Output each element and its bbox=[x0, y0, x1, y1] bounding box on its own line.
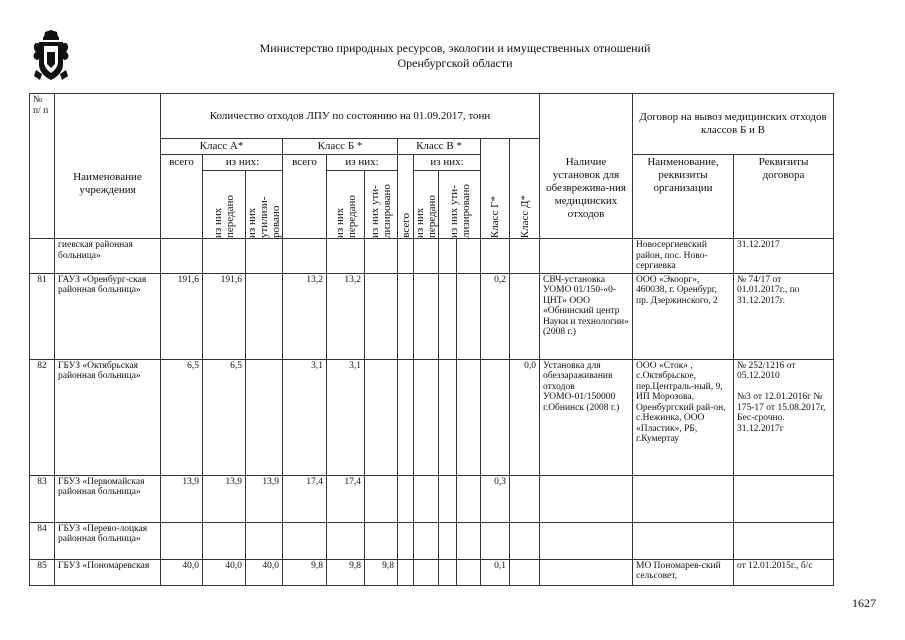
cell-inst: СВЧ-установка УОМО 01/150-«0-ЦНТ» ООО «Обнинский центр Науки и технологии» (2008 г.) bbox=[540, 273, 633, 359]
header-name: Наименование учреждения bbox=[55, 171, 161, 239]
cell-empty bbox=[457, 273, 481, 359]
table-row bbox=[30, 559, 834, 585]
cell-g: 0,2 bbox=[481, 273, 510, 359]
header-b-transferred: из них передано bbox=[333, 195, 358, 238]
cell-d bbox=[510, 239, 540, 274]
cell-v-total bbox=[398, 522, 414, 559]
cell-g bbox=[481, 522, 510, 559]
cell-name: ГБУЗ «Перево-лоцкая районная больница» bbox=[55, 522, 161, 559]
header-class-b: Класс Б * bbox=[283, 139, 398, 155]
cell-b-tr: 17,4 bbox=[327, 475, 365, 522]
cell-b-ut bbox=[365, 475, 398, 522]
header-a-transferred: из них передано bbox=[212, 195, 236, 238]
cell-b-tr bbox=[327, 239, 365, 274]
cell-b-total bbox=[283, 239, 327, 274]
cell-v-tr bbox=[414, 359, 439, 475]
cell-req: 31.12.2017 bbox=[734, 239, 834, 274]
cell-b-total: 17,4 bbox=[283, 475, 327, 522]
cell-v-tr bbox=[414, 273, 439, 359]
cell-no: 84 bbox=[30, 522, 55, 559]
cell-g: 0,3 bbox=[481, 475, 510, 522]
table-row bbox=[30, 522, 834, 559]
header-class-d: Класс Д* bbox=[518, 194, 531, 238]
header-v-utilized: из них ути-лизировано bbox=[447, 184, 472, 238]
cell-v-total bbox=[398, 359, 414, 475]
cell-v-tr bbox=[414, 239, 439, 274]
ministry-header bbox=[180, 41, 730, 71]
cell-b-total: 9,8 bbox=[283, 559, 327, 585]
cell-d bbox=[510, 475, 540, 522]
cell-no: 85 bbox=[30, 559, 55, 585]
cell-b-ut bbox=[365, 359, 398, 475]
header-b-total: всего bbox=[283, 155, 327, 239]
cell-v-ut bbox=[439, 239, 457, 274]
cell-empty bbox=[457, 475, 481, 522]
cell-a-tr bbox=[203, 239, 246, 274]
cell-b-total bbox=[283, 522, 327, 559]
cell-a-total bbox=[161, 522, 203, 559]
cell-v-ut bbox=[439, 522, 457, 559]
cell-no: 81 bbox=[30, 273, 55, 359]
header-class-a: Класс А* bbox=[161, 139, 283, 155]
cell-empty bbox=[457, 559, 481, 585]
cell-name: ГБУЗ «Первомайская районная больница» bbox=[55, 475, 161, 522]
cell-inst: Установка для обеззараживания отходов УОМО-01/150000 г.Обнинск (2008 г.) bbox=[540, 359, 633, 475]
cell-v-tr bbox=[414, 475, 439, 522]
cell-b-total: 3,1 bbox=[283, 359, 327, 475]
cell-v-ut bbox=[439, 475, 457, 522]
cell-inst bbox=[540, 475, 633, 522]
cell-v-total bbox=[398, 559, 414, 585]
cell-name: гиевская районная больница» bbox=[55, 239, 161, 274]
cell-b-tr bbox=[327, 522, 365, 559]
header-b-utilized: из них ути-лизировано bbox=[369, 184, 393, 238]
cell-req: № 252/1216 от 05.12.2010 №3 от 12.01.2016г № 175-17 от 15.08.2017г, Бес-срочно. 31.12.2017г bbox=[734, 359, 834, 475]
header-contract: Договор на вывоз медицинских отходов классов Б и В bbox=[633, 94, 834, 155]
cell-b-total: 13,2 bbox=[283, 273, 327, 359]
page-number: 1627 bbox=[852, 596, 876, 610]
cell-no bbox=[30, 239, 55, 274]
cell-d: 0,0 bbox=[510, 359, 540, 475]
cell-empty bbox=[457, 522, 481, 559]
header-class-g: Класс Г* bbox=[489, 195, 501, 238]
cell-b-ut bbox=[365, 273, 398, 359]
cell-v-total bbox=[398, 475, 414, 522]
cell-g bbox=[481, 239, 510, 274]
cell-a-ut bbox=[246, 273, 283, 359]
cell-org: ООО «Сток» , с.Октябрьское, пер.Централь-ный, 9, ИП Морозова, Оренбургский рай-он, с.Нежинка, ООО «Пластик», РБ, г.Кумертау bbox=[633, 359, 734, 475]
cell-org bbox=[633, 475, 734, 522]
cell-v-ut bbox=[439, 273, 457, 359]
header-line-1: Министерство природных ресурсов, экологии и имущественных отношений bbox=[259, 41, 651, 55]
cell-g: 0,1 bbox=[481, 559, 510, 585]
table-row bbox=[30, 239, 834, 274]
cell-req: от 12.01.2015г., б/с bbox=[734, 559, 834, 585]
table-body bbox=[30, 239, 834, 586]
cell-a-ut bbox=[246, 359, 283, 475]
cell-org: Новосергиевский район, пос. Ново-сергиевка bbox=[633, 239, 734, 274]
cell-name: ГБУЗ «Октябрьская районная больница» bbox=[55, 359, 161, 475]
cell-v-tr bbox=[414, 522, 439, 559]
header-requisites: Реквизиты договора bbox=[734, 155, 834, 239]
header-class-v: Класс В * bbox=[398, 139, 481, 155]
header-no: № п/ п bbox=[30, 94, 55, 239]
header-org: Наименование, реквизиты организации bbox=[633, 155, 734, 239]
cell-org: МО Пономарев-ский сельсовет, bbox=[633, 559, 734, 585]
header-line-2: Оренбургской области bbox=[397, 56, 513, 70]
header-b-of-them: из них: bbox=[327, 155, 398, 171]
cell-v-total bbox=[398, 239, 414, 274]
cell-a-tr: 191,6 bbox=[203, 273, 246, 359]
header-v-of-them: из них: bbox=[414, 155, 481, 171]
cell-a-total: 13,9 bbox=[161, 475, 203, 522]
header-a-utilized: из них утилизи-ровано bbox=[246, 196, 282, 238]
cell-d bbox=[510, 273, 540, 359]
header-a-of-them: из них: bbox=[203, 155, 283, 171]
cell-b-tr: 13,2 bbox=[327, 273, 365, 359]
cell-inst bbox=[540, 559, 633, 585]
cell-no: 82 bbox=[30, 359, 55, 475]
cell-b-tr: 3,1 bbox=[327, 359, 365, 475]
header-quantity: Количество отходов ЛПУ по состоянию на 01.09.2017, тонн bbox=[161, 94, 540, 139]
cell-a-total bbox=[161, 239, 203, 274]
cell-a-ut bbox=[246, 239, 283, 274]
cell-d bbox=[510, 559, 540, 585]
header-a-total: всего bbox=[161, 155, 203, 239]
header-v-total: всего bbox=[399, 213, 412, 238]
cell-a-tr: 6,5 bbox=[203, 359, 246, 475]
cell-a-total: 40,0 bbox=[161, 559, 203, 585]
cell-req bbox=[734, 522, 834, 559]
waste-table bbox=[29, 93, 834, 586]
cell-v-total bbox=[398, 273, 414, 359]
table-row bbox=[30, 475, 834, 522]
cell-a-total: 191,6 bbox=[161, 273, 203, 359]
cell-name: ГАУЗ «Оренбург-ская районная больница» bbox=[55, 273, 161, 359]
cell-b-ut bbox=[365, 522, 398, 559]
cell-no: 83 bbox=[30, 475, 55, 522]
cell-a-total: 6,5 bbox=[161, 359, 203, 475]
cell-a-tr bbox=[203, 522, 246, 559]
cell-org: ООО «Экоорг», 460038, г. Оренбург, пр. Дзержинского, 2 bbox=[633, 273, 734, 359]
header-presence: Наличие установок для обезврежива-ния медицинских отходов bbox=[540, 155, 633, 239]
table-row bbox=[30, 273, 834, 359]
cell-empty bbox=[457, 239, 481, 274]
cell-d bbox=[510, 522, 540, 559]
cell-req: № 74/17 от 01.01.2017г., по 31.12.2017г. bbox=[734, 273, 834, 359]
cell-a-ut: 40,0 bbox=[246, 559, 283, 585]
cell-req bbox=[734, 475, 834, 522]
cell-b-ut: 9,8 bbox=[365, 559, 398, 585]
cell-empty bbox=[457, 359, 481, 475]
cell-b-tr: 9,8 bbox=[327, 559, 365, 585]
cell-a-tr: 40,0 bbox=[203, 559, 246, 585]
cell-a-tr: 13,9 bbox=[203, 475, 246, 522]
cell-a-ut bbox=[246, 522, 283, 559]
cell-inst bbox=[540, 239, 633, 274]
coat-of-arms-icon bbox=[30, 30, 72, 82]
cell-name: ГБУЗ «Пономаревская bbox=[55, 559, 161, 585]
cell-b-ut bbox=[365, 239, 398, 274]
table-row bbox=[30, 359, 834, 475]
cell-org bbox=[633, 522, 734, 559]
cell-inst bbox=[540, 522, 633, 559]
header-v-transferred: из них передано bbox=[414, 195, 438, 238]
cell-a-ut: 13,9 bbox=[246, 475, 283, 522]
cell-g bbox=[481, 359, 510, 475]
cell-v-ut bbox=[439, 359, 457, 475]
cell-v-ut bbox=[439, 559, 457, 585]
cell-v-tr bbox=[414, 559, 439, 585]
